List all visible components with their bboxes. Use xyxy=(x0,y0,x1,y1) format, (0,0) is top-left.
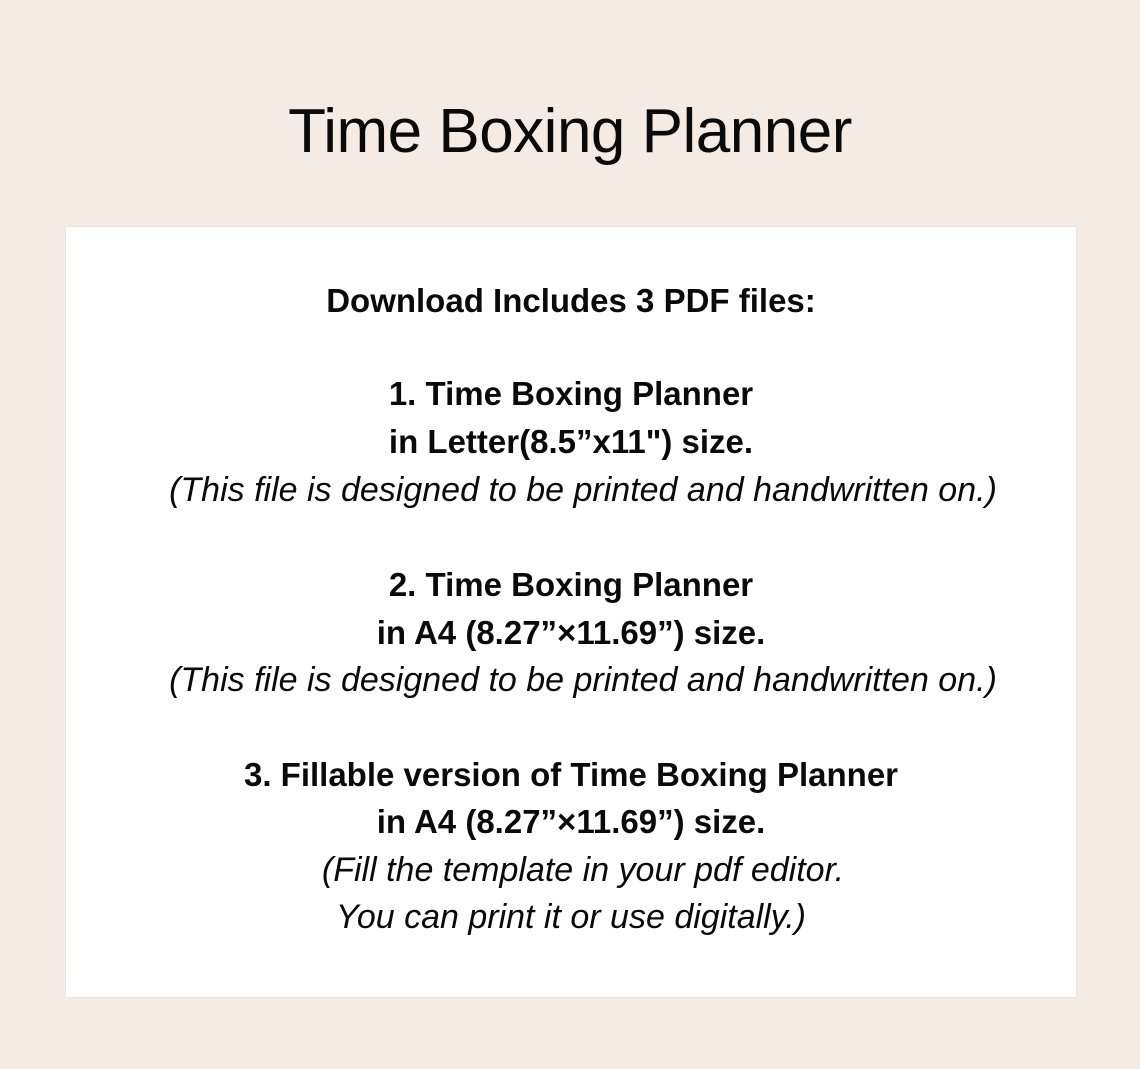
item-3-note-line2: You can print it or use digitally.) xyxy=(336,898,806,936)
page-title: Time Boxing Planner xyxy=(288,97,852,166)
item-2-size: in A4 (8.27”×11.69”) size. xyxy=(376,614,766,651)
item-3-note: (Fill the template in your pdf editor. xyxy=(321,851,845,889)
item-1-title: 1. Time Boxing Planner xyxy=(388,375,754,412)
download-heading: Download Includes 3 PDF files: xyxy=(326,282,816,319)
item-1-size: in Letter(8.5”x11") size. xyxy=(388,423,754,460)
item-2-note: (This file is designed to be printed and handwritten on.) xyxy=(169,661,997,699)
item-3-title: 3. Fillable version of Time Boxing Planner xyxy=(243,756,899,793)
item-2-title: 2. Time Boxing Planner xyxy=(388,566,754,603)
item-3-size: in A4 (8.27”×11.69”) size. xyxy=(376,803,766,840)
download-info-card xyxy=(66,227,1076,997)
item-1-note: (This file is designed to be printed and handwritten on.) xyxy=(169,471,997,509)
